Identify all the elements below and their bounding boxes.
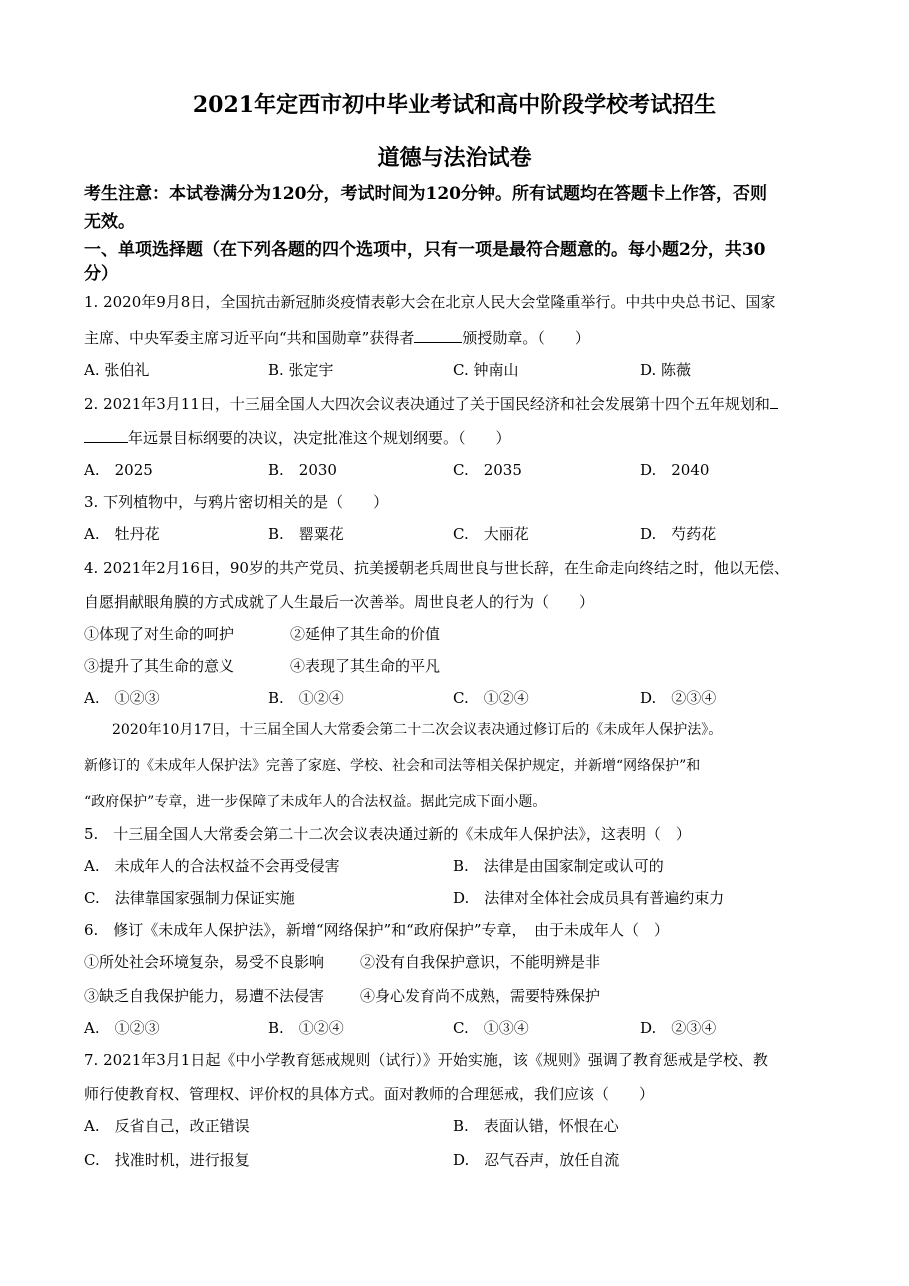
q4-statement-4: ④表现了其生命的平凡: [290, 657, 441, 675]
q6-statement-3: ③缺乏自我保护能力，易遭不法侵害: [84, 987, 325, 1005]
q5-option-c: C. 法律靠国家强制力保证实施: [84, 889, 295, 907]
q7-option-d: D. 忍气吞声，放任自流: [453, 1151, 620, 1169]
q2-option-c: C. 2035: [453, 461, 522, 479]
q4-option-c: C. ①②④: [453, 689, 529, 707]
q4-option-a: A. ①②③: [84, 689, 160, 707]
exam-subtitle: 道德与法治试卷: [377, 145, 532, 171]
q5-option-a: A. 未成年人的合法权益不会再受侵害: [84, 857, 340, 875]
q2-option-a: A. 2025: [84, 461, 153, 479]
q6-statement-2: ②没有自我保护意识，不能明辨是非: [360, 953, 601, 971]
q2-option-d: D. 2040: [640, 461, 710, 479]
q1-stem-line-1: 1. 2020年9月8日，全国抗击新冠肺炎疫情表彰大会在北京人民大会堂隆重举行。中共中央总书记、国家: [84, 293, 776, 311]
q1-option-a: A. 张伯礼: [84, 361, 150, 379]
q1-option-c: C. 钟南山: [453, 361, 519, 379]
q3-stem: 3. 下列植物中，与鸦片密切相关的是（ ）: [84, 493, 389, 511]
notice-line-1: 考生注意：本试卷满分为120分，考试时间为120分钟。所有试题均在答题卡上作答，否则: [84, 184, 767, 204]
section-heading-line-1: 一、单项选择题（在下列各题的四个选项中，只有一项是最符合题意的。每小题2分，共30: [84, 240, 766, 260]
q4-option-d: D. ②③④: [640, 689, 717, 707]
q6-option-d: D. ②③④: [640, 1019, 717, 1037]
q2-stem-part-b: 年远景目标纲要的决议，决定批准这个规划纲要。（ ）: [128, 429, 511, 447]
notice-line-2: 无效。: [84, 212, 135, 232]
q4-stem-line-1: 4. 2021年2月16日，90岁的共产党员、抗美援朝老兵周世良与世长辞，在生命走向终结之时，他以无偿、: [84, 559, 789, 577]
material-line-3: “政府保护”专章，进一步保障了未成年人的合法权益。据此完成下面小题。: [84, 794, 547, 810]
q6-option-b: B. ①②④: [268, 1019, 344, 1037]
q2-stem-line-2: [84, 428, 511, 448]
q2-blank-start: [770, 394, 778, 409]
q3-option-a: A. 牡丹花: [84, 525, 160, 543]
q4-statement-1: ①体现了对生命的呵护: [84, 625, 235, 643]
q1-option-d: D. 陈薇: [640, 361, 692, 379]
q4-statement-2: ②延伸了其生命的价值: [290, 625, 441, 643]
q7-stem-line-2: 师行使教育权、管理权、评价权的具体方式。面对教师的合理惩戒，我们应该（ ）: [84, 1085, 655, 1103]
q2-stem-part-a: 2. 2021年3月11日，十三届全国人大四次会议表决通过了关于国民经济和社会发展第十四个五年规划和: [84, 395, 770, 413]
q6-option-a: A. ①②③: [84, 1019, 160, 1037]
q6-stem: 6. 修订《未成年人保护法》，新增“网络保护”和“政府保护”专章， 由于未成年人（ ）: [84, 921, 669, 939]
q4-option-b: B. ①②④: [268, 689, 344, 707]
q4-statement-3: ③提升了其生命的意义: [84, 657, 235, 675]
q5-option-d: D. 法律对全体社会成员具有普遍约束力: [453, 889, 725, 907]
q3-option-d: D. 芍药花: [640, 525, 717, 543]
q7-stem-line-1: 7. 2021年3月1日起《中小学教育惩戒规则（试行）》开始实施，该《规则》强调了教育惩戒是学校、教: [84, 1051, 768, 1069]
material-line-1: 2020年10月17日，十三届全国人大常委会第二十二次会议表决通过修订后的《未成年人保护法》。: [112, 722, 723, 738]
q3-option-b: B. 罂粟花: [268, 525, 344, 543]
section-heading-line-2: 分）: [84, 264, 118, 284]
q5-option-b: B. 法律是由国家制定或认可的: [453, 857, 664, 875]
q6-option-c: C. ①③④: [453, 1019, 529, 1037]
exam-title: 2021年定西市初中毕业考试和高中阶段学校考试招生: [192, 92, 717, 118]
q7-option-c: C. 找准时机，进行报复: [84, 1151, 250, 1169]
q4-stem-line-2: 自愿捐献眼角膜的方式成就了人生最后一次善举。周世良老人的行为（ ）: [84, 593, 595, 611]
q2-option-b: B. 2030: [268, 461, 337, 479]
q5-stem: 5. 十三届全国人大常委会第二十二次会议表决通过新的《未成年人保护法》，这表明（ ）: [84, 825, 691, 843]
q7-option-b: B. 表面认错，怀恨在心: [453, 1117, 619, 1135]
q7-option-a: A. 反省自己，改正错误: [84, 1117, 250, 1135]
q1-stem-line-2: [84, 328, 590, 348]
q2-blank-end: [84, 428, 128, 443]
q1-stem-part-b: 颁授勋章。（ ）: [462, 329, 590, 347]
q6-statement-1: ①所处社会环境复杂，易受不良影响: [84, 953, 325, 971]
q1-blank: [414, 328, 462, 343]
q1-stem-part-a: 主席、中央军委主席习近平向“共和国勋章”获得者: [84, 329, 415, 347]
material-line-2: 新修订的《未成年人保护法》完善了家庭、学校、社会和司法等相关保护规定，并新增“网络保护”和: [84, 758, 701, 774]
q2-stem-line-1: [84, 394, 778, 414]
q1-option-b: B. 张定宇: [268, 361, 334, 379]
q3-option-c: C. 大丽花: [453, 525, 529, 543]
q6-statement-4: ④身心发育尚不成熟，需要特殊保护: [360, 987, 601, 1005]
